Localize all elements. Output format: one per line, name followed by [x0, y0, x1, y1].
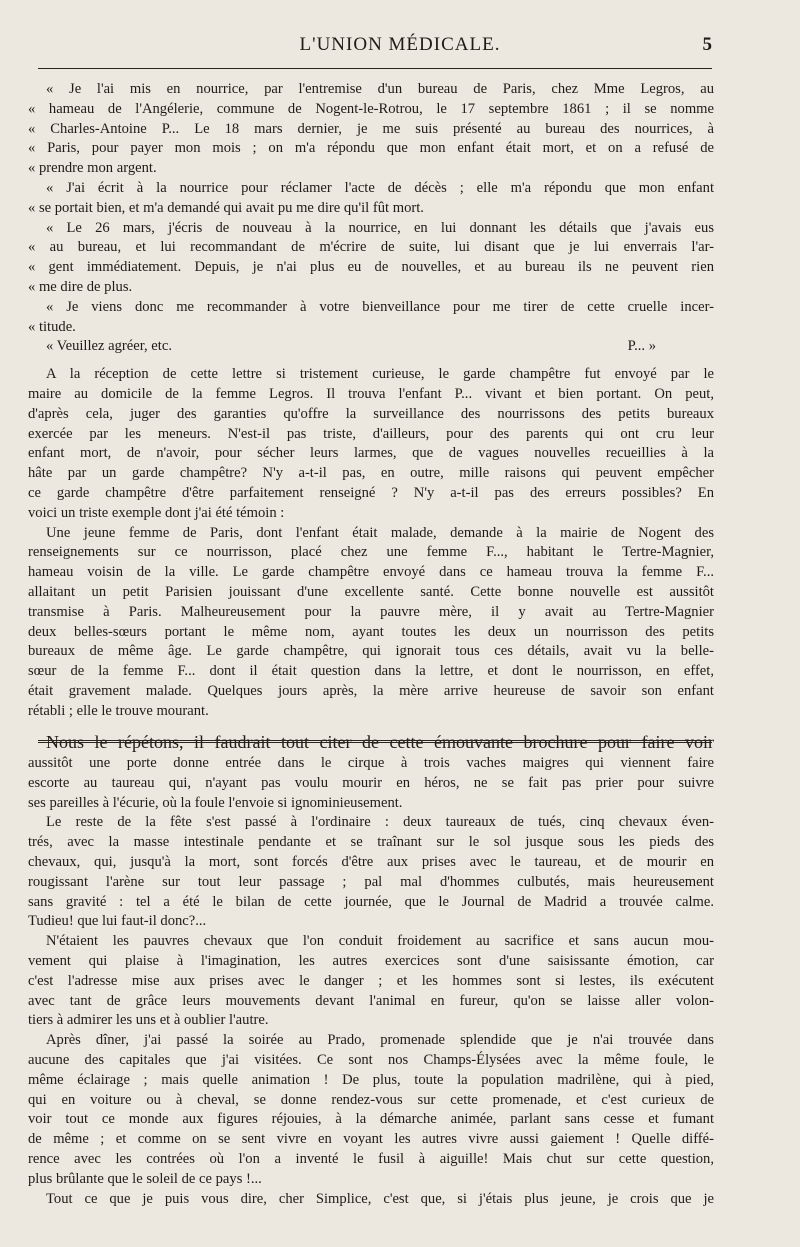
header-rule	[38, 68, 712, 69]
text-line: voici un triste exemple dont j'ai été témoin :	[28, 504, 285, 521]
text-line: « gent immédiatement. Depuis, je n'ai plus eu de nouvelles, et au bureau ils ne peuvent rien	[28, 259, 714, 276]
text-line: « Je l'ai mis en nourrice, par l'entremise d'un bureau de Paris, chez Mme Legros, au	[46, 81, 714, 97]
page-number: 5	[702, 34, 712, 55]
text-line: deux belles-sœurs portant le même nom, ayant toutes les deux un nourrisson des petits	[28, 623, 714, 640]
text-line: N'étaient les pauvres chevaux que l'on conduit froidement au sacrifice et sans aucun mou-	[46, 933, 714, 950]
emphasized-line: Nous le répétons, il faudrait tout citer de cette émouvante brochure pour faire voir	[46, 731, 714, 752]
top-text-block	[28, 80, 714, 754]
text-line: ce garde champêtre d'être parfaitement renseigné ? N'y a-t-il pas des erreurs possibles? En	[28, 484, 714, 501]
text-line: hâte par un garde champêtre? N'y a-t-il pas, en outre, mille raisons qui peuvent empêcher	[28, 465, 714, 482]
paragraph-pauvres-chevaux	[28, 932, 714, 1031]
text-line: renseignements sur ce nourrisson, placé chez une femme F..., habitant le Tertre-Magnier,	[28, 544, 714, 561]
text-line: rougissant l'arène sur tout leur passage ; pal mal d'hommes culbutés, mais heureusement	[28, 873, 714, 890]
text-line: aucune des capitales que j'ai visitées. Ce sont nos Champs-Élysées avec la même foule, le	[28, 1051, 714, 1068]
fold-divider	[38, 740, 712, 743]
text-line: bureaux de même âge. Le garde champêtre, qui ignorait tous ces détails, avait vu la belle-	[28, 643, 714, 660]
text-line: « hameau de l'Angélerie, commune de Nogent-le-Rotrou, le 17 septembre 1861 ; il se nomme	[28, 100, 714, 117]
text-line: « au bureau, et lui recommandant de m'écrire de suite, lui disant que je lui enverrais l'ar-	[28, 239, 714, 256]
text-line: Une jeune femme de Paris, dont l'enfant était malade, demande à la mairie de Nogent des	[46, 524, 714, 541]
text-line: aussitôt une porte donne entrée dans le cirque à trois vaches maigres qui viennent faire	[28, 755, 714, 771]
text-line: c'est l'adresse mise aux prises avec le danger ; et les hommes sont si lestes, ils exécutent	[28, 972, 714, 989]
text-line: sœur de la femme F... dont il était question dans la lettre, et dont le nourrisson, en effet,	[28, 663, 714, 680]
text-line: tiers à admirer les uns et à oublier l'autre.	[28, 1012, 269, 1029]
text-line: qui en voiture ou à cheval, se donne rendez-vous sur cette promenade, et c'est curieux de	[28, 1091, 714, 1108]
text-line: ses pareilles à l'écurie, où la foule l'envoie si ignominieusement.	[28, 794, 403, 811]
text-line: « Charles-Antoine P... Le 18 mars dernier, je me suis présenté au bureau des nourrices, à	[28, 120, 714, 137]
text-line: plus brûlante que le soleil de ce pays !...	[28, 1170, 262, 1187]
text-line: « Paris, pour payer mon mois ; on m'a répondu que mon enfant était mort, et on a refusé de	[28, 140, 714, 157]
text-line: « se portait bien, et m'a demandé qui avait pu me dire qu'il fût mort.	[28, 199, 424, 216]
text-line: de même ; et comme on se sent vivre en voyant les autres vivre aussi gaiement ! Quelle diffé-	[28, 1131, 714, 1148]
text-line: escorte au taureau qui, n'ayant pas voulu mourir en héros, ne se fait pas prier pour suivre	[28, 774, 714, 791]
text-line: rence avec les contrées où l'on a inventé le fusil à aiguille! Mais chut sur cette question,	[28, 1150, 714, 1167]
text-line: exercée par les meneurs. N'est-il pas triste, d'ailleurs, pour des parents qui ont cru leur	[28, 425, 714, 442]
text-line: transmise à Paris. Malheureusement pour la pauvre mère, il y avait au Tertre-Magnier	[28, 603, 714, 620]
running-title: L'UNION MÉDICALE.	[299, 34, 501, 55]
text-line: « prendre mon argent.	[28, 160, 157, 177]
text-line: allaitant un petit Parisien jouissant d'une excellente santé. Cette bonne nouvelle est aussitôt	[28, 583, 714, 600]
text-line: Tudieu! que lui faut-il donc?...	[28, 913, 207, 930]
paragraph-porte-cirque	[28, 754, 714, 813]
paragraph-reste-fete	[28, 813, 714, 932]
text-line: « Le 26 mars, j'écris de nouveau à la nourrice, en lui donnant les détails que j'avais eus	[46, 219, 714, 236]
text-line: « titude.	[28, 318, 76, 335]
bottom-text-block	[28, 754, 714, 1209]
text-line: maire au domicile de la femme Legros. Il trouva l'enfant P... vivant et bien portant. On peut,	[28, 385, 714, 402]
text-line: même éclairage ; mais quelle animation ! De plus, toute la population madrilène, qui à pied,	[28, 1071, 714, 1088]
text-line: était gravement malade. Quelques jours après, la mère arrive heureuse de savoir son enfant	[28, 682, 714, 699]
text-line: enfant mort, de n'avoir, pour sécher leurs larmes, que de vagues nouvelles recueillies à la	[28, 445, 714, 462]
quoted-letter	[28, 80, 714, 337]
text-line: hameau voisin de la ville. Le garde champêtre envoyé dans ce hameau trouva la femme F...	[28, 564, 714, 581]
text-line: « me dire de plus.	[28, 278, 133, 295]
text-line: sans gravité : tel a été le bilan de cette journée, que le Journal de Madrid a trouvée calme.	[28, 893, 714, 910]
text-line: Le reste de la fête s'est passé à l'ordinaire : deux taureaux de tués, cinq chevaux éven-	[46, 814, 714, 831]
text-line: « Je viens donc me recommander à votre bienveillance pour me tirer de cette cruelle incer-	[46, 298, 714, 315]
letter-signature: P... »	[627, 338, 656, 355]
text-line: voir tout ce monde aux figures réjouies, à la démarche animée, parlant sans cesse et fumant	[28, 1111, 714, 1128]
paragraph-garde-champetre	[28, 365, 714, 523]
text-line: d'après cela, juger des garanties qu'offre la surveillance des nourrissons des petits bureaux	[28, 405, 714, 422]
text-line: chevaux, qui, jusqu'à la mort, sont forcés d'être aux prises avec le taureau, et de mourir en	[28, 853, 714, 870]
text-line: Tout ce que je puis vous dire, cher Simplice, c'est que, si j'étais plus jeune, je crois que je	[46, 1190, 714, 1207]
paragraph-simplice	[28, 1190, 714, 1210]
text-line: trés, avec la masse intestinale pendante et se traînant sur le sol jusque sous les pieds des	[28, 834, 714, 851]
text-line: Après dîner, j'ai passé la soirée au Prado, promenade splendide que je n'ai trouvée dans	[46, 1032, 714, 1049]
text-line: rétabli ; elle le trouve mourant.	[28, 702, 209, 719]
paragraph-prado	[28, 1031, 714, 1189]
letter-closing-line	[28, 337, 714, 357]
text-line: « J'ai écrit à la nourrice pour réclamer l'acte de décès ; elle m'a répondu que mon enfant	[46, 179, 714, 196]
page-header	[0, 34, 800, 60]
text-line: vement qui plaise à l'imagination, les autres exercices sont d'une saisissante émotion, car	[28, 952, 714, 969]
paragraph-jeune-femme	[28, 524, 714, 722]
text-line: A la réception de cette lettre si tristement curieuse, le garde champêtre fut envoyé par le	[46, 366, 714, 383]
letter-closing: « Veuillez agréer, etc.	[46, 338, 172, 355]
text-line: avec tant de grâce leurs mouvements devant l'animal en fureur, qu'on se laisse aller volon-	[28, 992, 714, 1009]
